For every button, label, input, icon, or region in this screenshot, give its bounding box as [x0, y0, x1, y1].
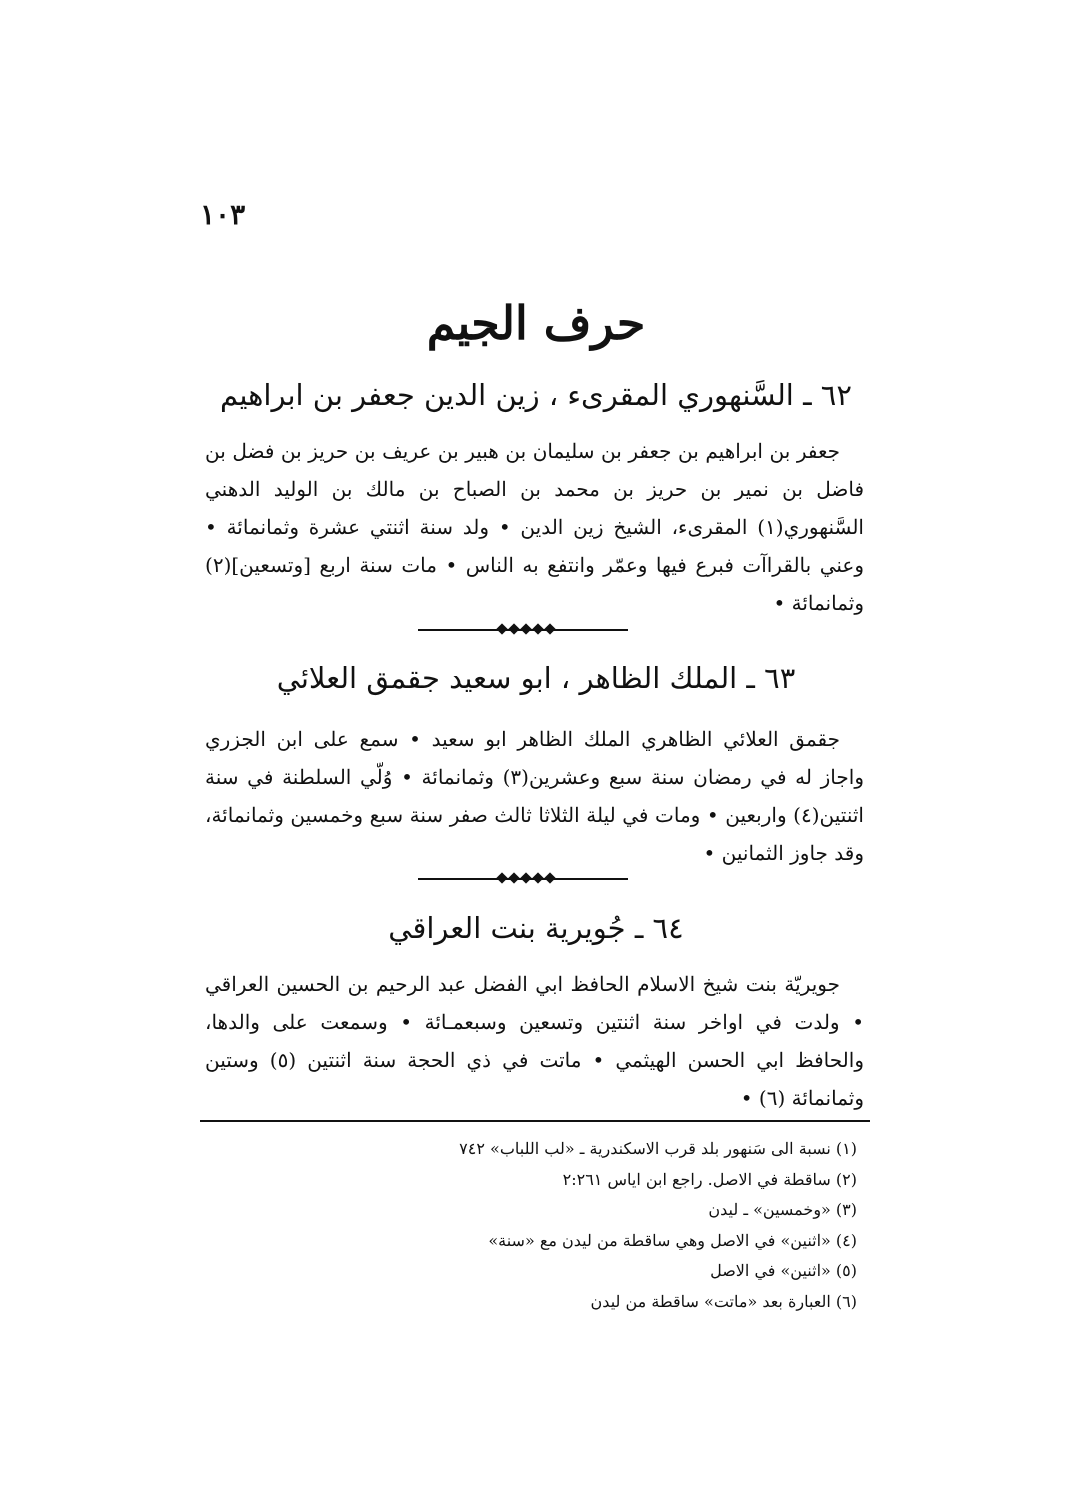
footnote: (٦) العبارة بعد «ماتت» ساقطة من ليدن — [590, 1291, 857, 1311]
entry-body — [205, 965, 864, 1117]
chapter-title: حرف الجيم — [426, 296, 646, 350]
ornament-divider — [418, 624, 628, 636]
entry-text: جقمق العلائي الظاهري الملك الظاهر ابو سعيد • سمع على ابن الجزري واجاز له في رمضان سنة سبع وعشرين(٣) وثمانمائة • وُلّي السلطنة في سنة اثنتين(٤) واربعين • ومات في ليلة الثلاثا ثالث صفر سنة سبع وخمسين وثمانمائة، وقد جاوز الثمانين • — [205, 727, 864, 865]
footnote: (١) نسبة الى سَنهور بلد قرب الاسكندرية ـ «لب اللباب» ٧٤٢ — [459, 1139, 857, 1158]
entry-title: ٦٣ ـ الملك الظاهر ، ابو سعيد جقمق العلائي — [276, 661, 796, 695]
footnotes — [300, 1134, 857, 1317]
entry-text: جعفر بن ابراهيم بن جعفر بن سليمان بن هبير بن عريف بن حريز بن فضل بن فاضل بن نمير بن حريز بن محمد بن الصباح بن مالك بن الوليد الدهني السَّنهوري(١) المقرىء، الشيخ زين الدين • ولد سنة اثنتي عشرة وثمانمائة • وعني بالقراآت فبرع فيها وعمّر وانتفع به الناس • مات سنة اربع [وتسعين](٢) وثمانمائة • — [205, 439, 864, 615]
footnote: (٣) «وخمسين» ـ ليدن — [708, 1200, 857, 1219]
footnote: (٢) ساقطة في الاصل. راجع ابن اياس ٢:٢٦١ — [562, 1169, 857, 1189]
entry-body — [205, 432, 864, 622]
page-number: ١٠٣ — [200, 198, 246, 231]
footnote: (٤) «اثنين» في الاصل وهي ساقطة من ليدن مع «سنة» — [488, 1230, 857, 1250]
footnote-rule — [200, 1120, 870, 1122]
footnote: (٥) «اثنين» في الاصل — [710, 1261, 857, 1280]
ornament-divider — [418, 873, 628, 885]
entry-body — [205, 720, 864, 872]
entry-text: جويريّة بنت شيخ الاسلام الحافظ ابي الفضل عبد الرحيم بن الحسين العراقي • ولدت في اواخر سنة اثنتين وتسعين وسبعمـائة • وسمعت على والدها، والحافظ ابي الحسن الهيثمي • ماتت في ذي الحجة سنة اثنتين (٥) وستين وثمانمائة (٦) • — [205, 972, 864, 1110]
entry-title: ٦٤ ـ جُويرية بنت العراقي — [388, 911, 684, 945]
entry-title: ٦٢ ـ السَّنهوري المقرىء ، زين الدين جعفر بن ابراهيم — [220, 378, 852, 412]
